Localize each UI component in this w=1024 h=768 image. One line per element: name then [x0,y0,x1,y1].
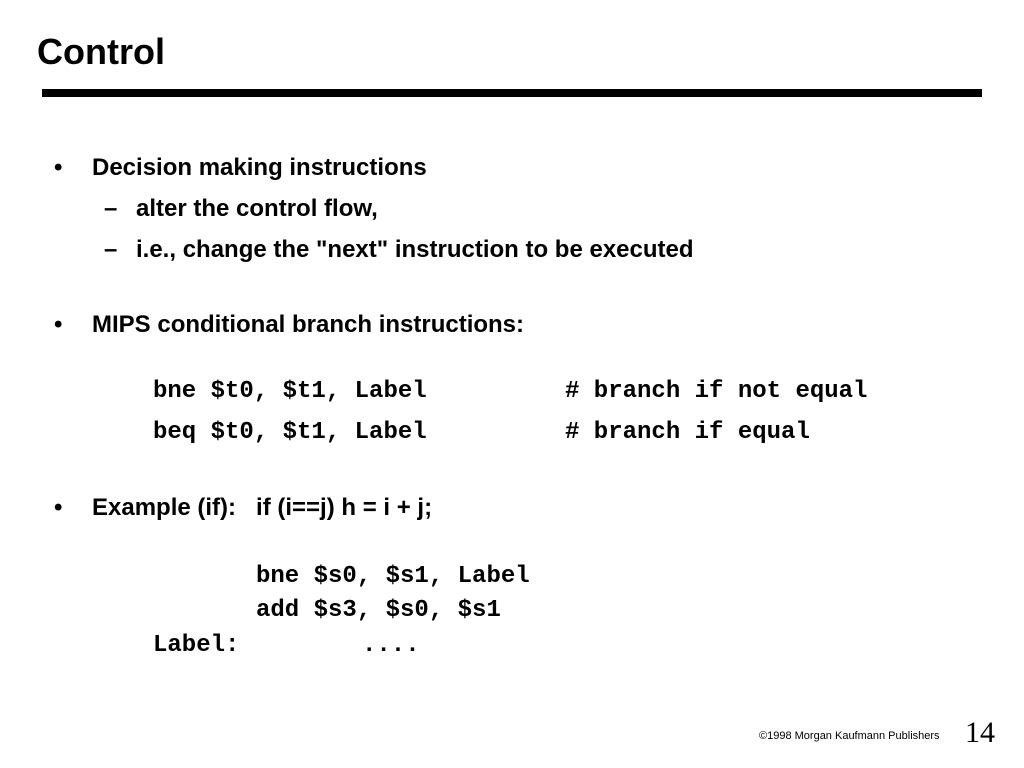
sub-bullet-dash: – [104,195,118,222]
code-bne-instruction: bne $t0, $t1, Label [153,378,427,405]
bullet-marker: • [54,311,63,338]
code-beq-instruction: beq $t0, $t1, Label [153,419,427,446]
footer-copyright: ©1998 Morgan Kaufmann Publishers [759,730,940,742]
bullet-example-if: Example (if): if (i==j) h = i + j; [92,494,433,521]
bullet-decision-making: Decision making instructions [92,154,427,181]
sub-bullet-alter-flow: alter the control flow, [136,195,378,222]
bullet-mips-branch: MIPS conditional branch instructions: [92,311,525,338]
slide-title: Control [37,31,165,72]
bullet-marker: • [54,494,63,521]
sub-bullet-next-instruction: i.e., change the "next" instruction to be executed [136,236,694,263]
title-rule [42,89,982,97]
bullet-marker: • [54,154,63,181]
code-example-bne: bne $s0, $s1, Label [256,563,530,590]
code-beq-comment: # branch if equal [565,419,810,446]
code-bne-comment: # branch if not equal [565,378,868,405]
code-example-label: Label: [153,632,240,659]
page-number: 14 [965,716,995,749]
code-example-label-body: .... [362,632,420,659]
sub-bullet-dash: – [104,236,118,263]
code-example-add: add $s3, $s0, $s1 [256,597,501,624]
